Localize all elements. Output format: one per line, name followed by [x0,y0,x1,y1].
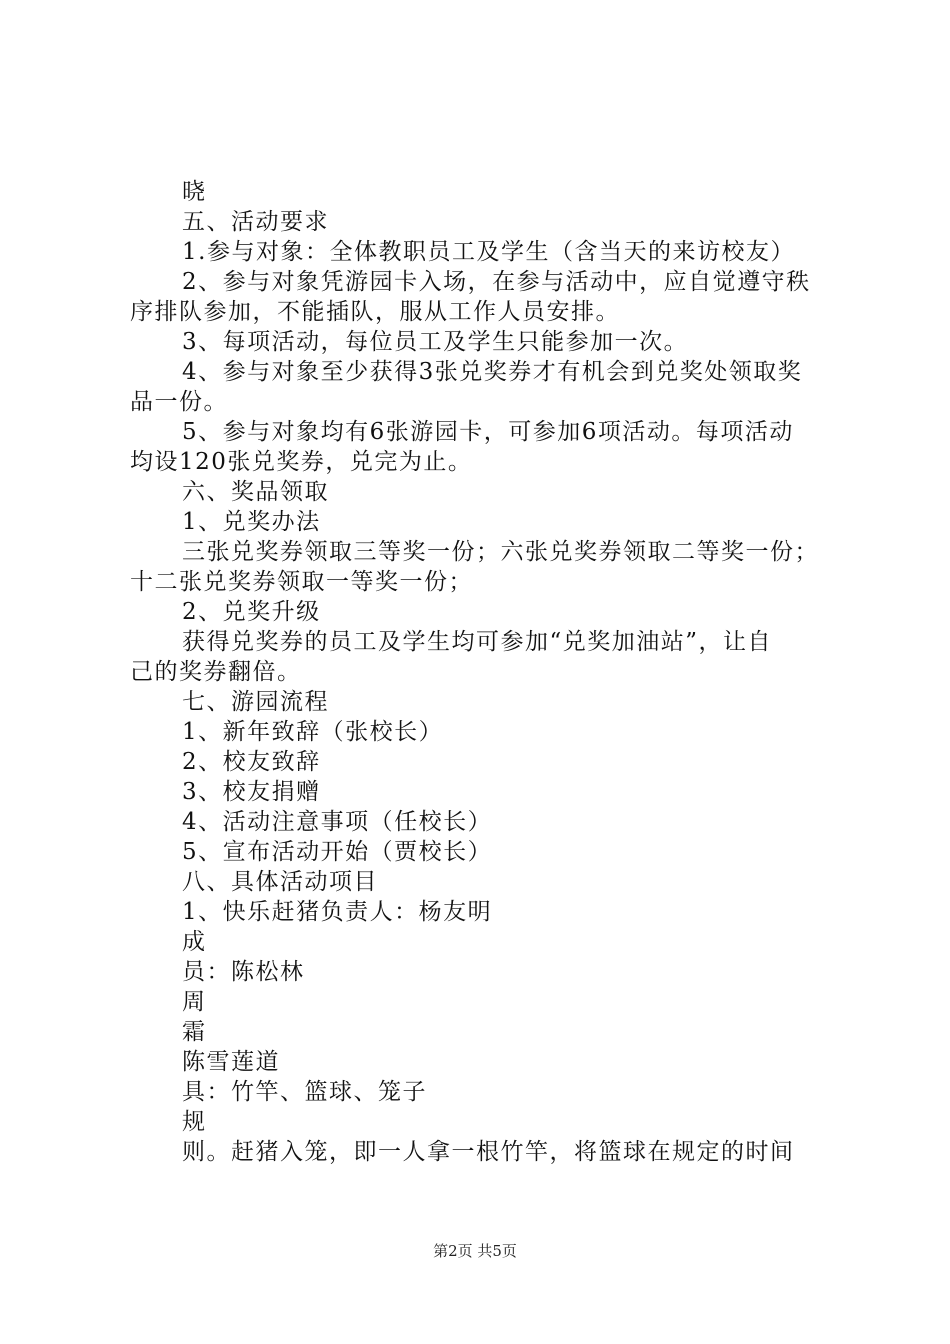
text-line: 周 [182,989,207,1015]
text-line: 霜 [182,1019,207,1045]
section-heading: 五、活动要求 [182,209,329,235]
section-heading: 七、游园流程 [182,689,329,715]
text-line: 三张兑奖券领取三等奖一份；六张兑奖券领取二等奖一份； [182,539,819,565]
text-line: 5、宣布活动开始（贾校长） [182,839,493,865]
text-line: 成 [182,929,207,955]
text-line: 获得兑奖券的员工及学生均可参加“兑奖加油站”，让自 [182,629,773,655]
section-heading: 八、具体活动项目 [182,869,378,895]
page-number-footer: 第2页 共5页 [433,1242,517,1260]
text-line: 3、校友捐赠 [182,779,321,805]
text-line: 则。赶猪入笼，即一人拿一根竹竿，将篮球在规定的时间 [182,1139,795,1165]
text-line: 序排队参加，不能插队，服从工作人员安排。 [130,299,620,325]
text-line: 陈雪莲道 [182,1049,280,1075]
section-heading: 六、奖品领取 [182,479,329,505]
text-line: 1、新年致辞（张校长） [182,719,444,745]
text-line: 1、兑奖办法 [182,509,321,535]
text-line: 1.参与对象：全体教职员工及学生（含当天的来访校友） [182,239,795,265]
text-line: 具：竹竿、篮球、笼子 [182,1079,427,1105]
text-line: 4、参与对象至少获得3张兑奖券才有机会到兑奖处领取奖 [182,359,803,385]
text-line: 品一份。 [130,389,228,415]
text-line: 规 [182,1109,207,1135]
text-line: 2、参与对象凭游园卡入场，在参与活动中，应自觉遵守秩 [182,269,811,295]
text-line: 2、兑奖升级 [182,599,321,625]
text-line: 十二张兑奖券领取一等奖一份； [130,569,473,595]
text-line: 4、活动注意事项（任校长） [182,809,493,835]
text-line: 员：陈松林 [182,959,305,985]
text-line: 2、校友致辞 [182,749,321,775]
text-line: 3、每项活动，每位员工及学生只能参加一次。 [182,329,689,355]
text-line: 均设120张兑奖券，兑完为止。 [130,449,473,475]
text-line: 1、快乐赶猪负责人：杨友明 [182,899,493,925]
text-line: 晓 [182,179,207,205]
text-line: 5、参与对象均有6张游园卡，可参加6项活动。每项活动 [182,419,794,445]
text-line: 己的奖券翻倍。 [130,659,302,685]
